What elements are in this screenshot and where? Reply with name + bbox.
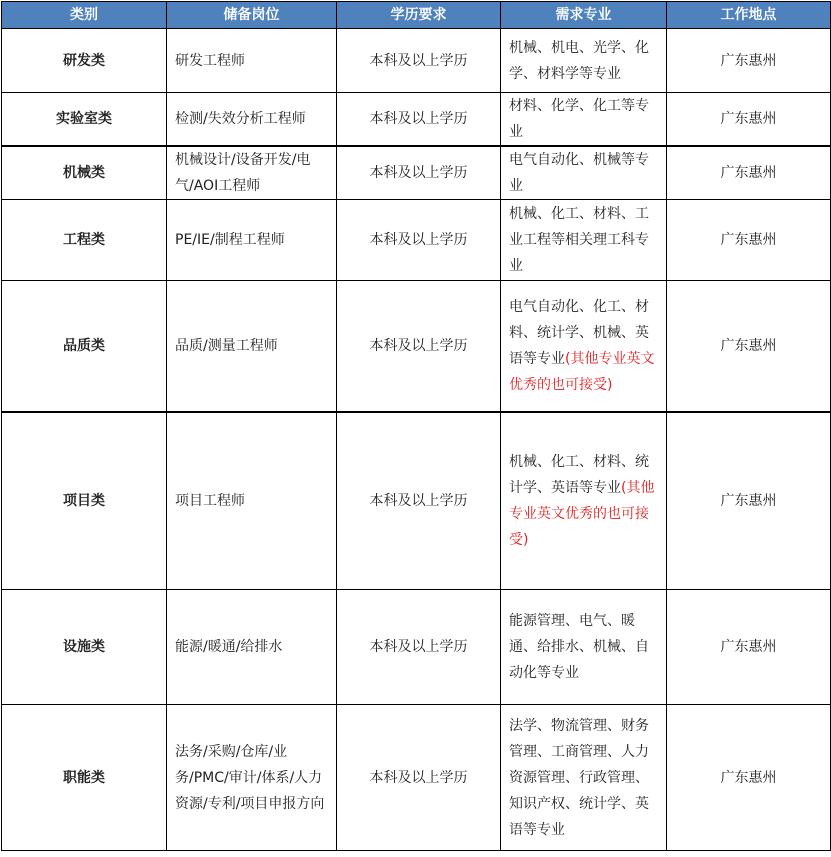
category-cell: 品质类: [2, 281, 167, 412]
location-cell: 广东惠州: [667, 590, 831, 705]
table-row: [2, 590, 831, 705]
table-row: [2, 93, 831, 147]
location-cell: 广东惠州: [667, 146, 831, 200]
location-cell: 广东惠州: [667, 200, 831, 281]
major-cell: [501, 281, 667, 412]
position-cell: 机械设计/设备开发/电气/AOI工程师: [167, 146, 337, 200]
location-cell: 广东惠州: [667, 93, 831, 147]
table-row: [2, 29, 831, 93]
major-cell: [501, 705, 667, 851]
major-cell: [501, 200, 667, 281]
position-cell: PE/IE/制程工程师: [167, 200, 337, 281]
major-text: 材料、化学、化工等专业: [509, 98, 649, 140]
major-text: 电气自动化、化工、材料、统计学、机械、英语等专业: [509, 298, 649, 367]
position-cell: 研发工程师: [167, 29, 337, 93]
header-category: 类别: [2, 2, 167, 29]
major-text: 法学、物流管理、财务管理、工商管理、人力资源管理、行政管理、知识产权、统计学、英语等专业: [509, 717, 649, 838]
education-cell: 本科及以上学历: [337, 29, 501, 93]
header-location: 工作地点: [667, 2, 831, 29]
major-text: 电气自动化、机械等专业: [509, 152, 649, 194]
education-cell: 本科及以上学历: [337, 590, 501, 705]
major-text: 能源管理、电气、暖通、给排水、机械、自动化等专业: [509, 613, 649, 681]
position-cell: 法务/采购/仓库/业务/PMC/审计/体系/人力资源/专利/项目申报方向: [167, 705, 337, 851]
category-cell: 项目类: [2, 412, 167, 590]
location-cell: 广东惠州: [667, 29, 831, 93]
position-cell: 能源/暖通/给排水: [167, 590, 337, 705]
major-note: (其他专业英文优秀的也可接受): [509, 350, 655, 393]
major-text: 机械、化工、材料、工业工程等相关理工科专业: [509, 206, 649, 274]
major-cell: [501, 412, 667, 590]
major-text: 机械、化工、材料、统计学、英语等专业: [509, 453, 649, 496]
education-cell: 本科及以上学历: [337, 705, 501, 851]
major-cell: [501, 590, 667, 705]
position-cell: 品质/测量工程师: [167, 281, 337, 412]
major-text: 机械、机电、光学、化学、材料学等专业: [509, 39, 649, 82]
education-cell: 本科及以上学历: [337, 146, 501, 200]
category-cell: 研发类: [2, 29, 167, 93]
header-education: 学历要求: [337, 2, 501, 29]
table-row: [2, 200, 831, 281]
header-position: 储备岗位: [167, 2, 337, 29]
table-row: [2, 412, 831, 590]
category-cell: 设施类: [2, 590, 167, 705]
category-cell: 工程类: [2, 200, 167, 281]
education-cell: 本科及以上学历: [337, 412, 501, 590]
table-row: [2, 705, 831, 851]
education-cell: 本科及以上学历: [337, 93, 501, 147]
category-cell: 机械类: [2, 146, 167, 200]
recruitment-table: [1, 1, 831, 851]
education-cell: 本科及以上学历: [337, 200, 501, 281]
location-cell: 广东惠州: [667, 705, 831, 851]
table-row: [2, 146, 831, 200]
position-cell: 检测/失效分析工程师: [167, 93, 337, 147]
location-cell: 广东惠州: [667, 281, 831, 412]
major-note: (其他专业英文优秀的也可接受): [509, 479, 655, 548]
location-cell: 广东惠州: [667, 412, 831, 590]
category-cell: 职能类: [2, 705, 167, 851]
header-major: 需求专业: [501, 2, 667, 29]
major-cell: [501, 146, 667, 200]
category-cell: 实验室类: [2, 93, 167, 147]
major-cell: [501, 93, 667, 147]
table-row: [2, 281, 831, 412]
major-cell: [501, 29, 667, 93]
header-row: [2, 2, 831, 29]
position-cell: 项目工程师: [167, 412, 337, 590]
education-cell: 本科及以上学历: [337, 281, 501, 412]
